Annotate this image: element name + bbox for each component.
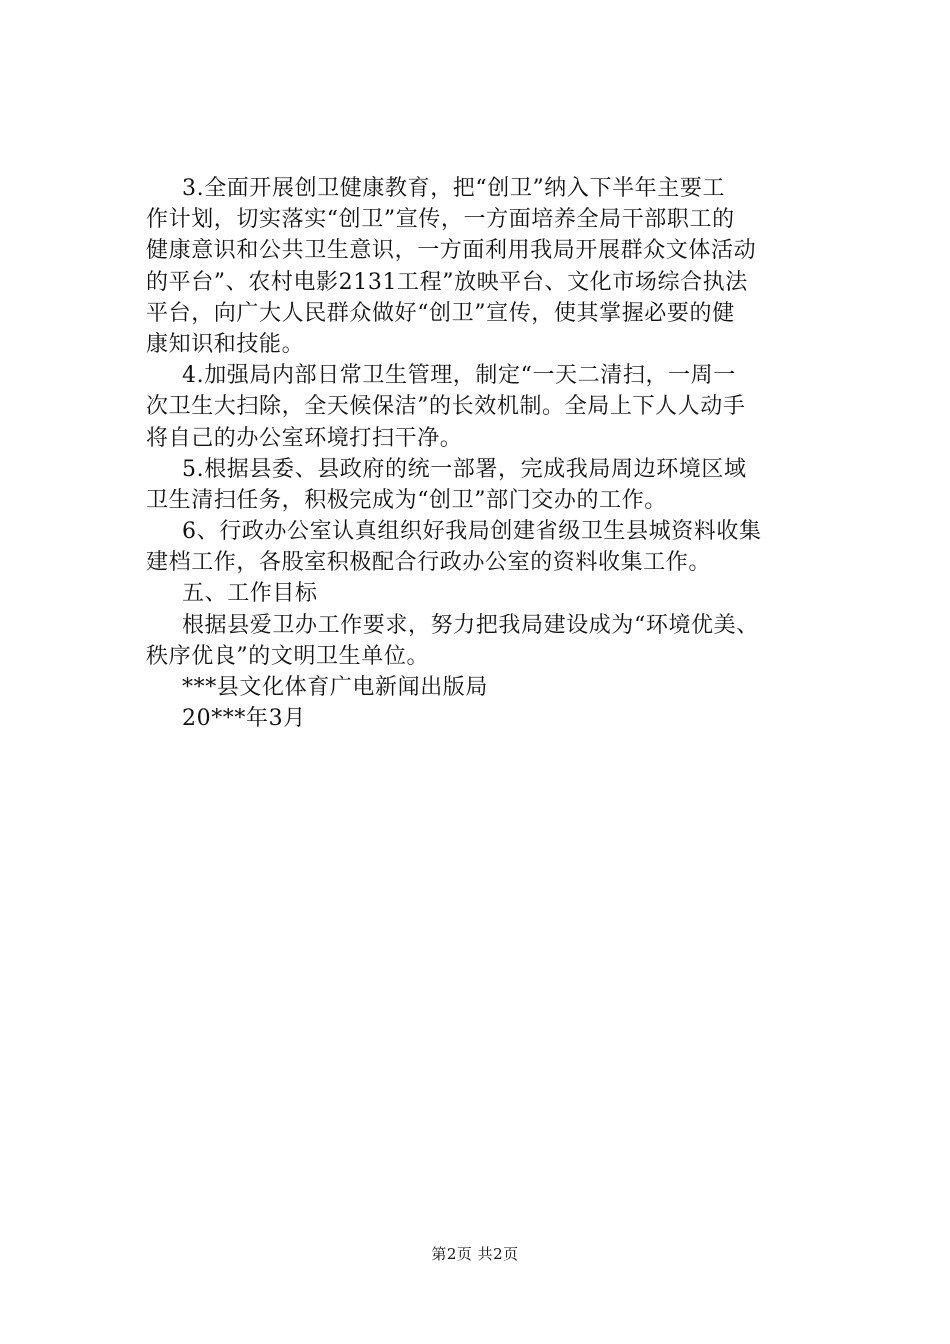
paragraph-3-line-6: 康知识和技能。: [146, 331, 305, 357]
goals-paragraph-line-2: 秩序优良”的文明卫生单位。: [146, 643, 430, 669]
paragraph-4-line-3: 将自己的办公室环境打扫干净。: [146, 425, 463, 451]
page-footer: 第2页 共2页: [431, 1245, 519, 1263]
paragraph-3-line-5: 平台，向广大人民群众做好“创卫”宣传，使其掌握必要的健: [146, 300, 735, 326]
signature-organization: ***县文化体育广电新闻出版局: [182, 675, 489, 700]
document-body: [146, 173, 856, 734]
goals-paragraph-line-1: 根据县爱卫办工作要求，努力把我局建设成为“环境优美、: [182, 612, 759, 638]
paragraph-6-line-1: 6、行政办公室认真组织好我局创建省级卫生县城资料收集: [182, 519, 762, 545]
signature-date: 20***年3月: [182, 706, 306, 732]
section-heading-goals: 五、工作目标: [182, 581, 318, 607]
paragraph-5-line-2: 卫生清扫任务，积极完成为“创卫”部门交办的工作。: [146, 487, 667, 513]
paragraph-3-line-1: 3.全面开展创卫健康教育，把“创卫”纳入下半年主要工: [182, 176, 726, 201]
paragraph-5-line-1: 5.根据县委、县政府的统一部署，完成我局周边环境区域: [182, 456, 747, 482]
paragraph-3-line-3: 健康意识和公共卫生意识，一方面利用我局开展群众文体活动: [146, 238, 757, 264]
paragraph-6-line-2: 建档工作，各股室积极配合行政办公室的资料收集工作。: [146, 550, 712, 576]
paragraph-3-line-4: 的平台”、农村电影2131工程”放映平台、文化市场综合执法: [146, 269, 748, 295]
paragraph-4-line-1: 4.加强局内部日常卫生管理，制定“一天二清扫，一周一: [182, 363, 736, 389]
paragraph-3-line-2: 作计划，切实落实“创卫”宣传，一方面培养全局干部职工的: [146, 207, 735, 233]
paragraph-4-line-2: 次卫生大扫除，全天候保洁”的长效机制。全局上下人人动手: [146, 394, 746, 420]
